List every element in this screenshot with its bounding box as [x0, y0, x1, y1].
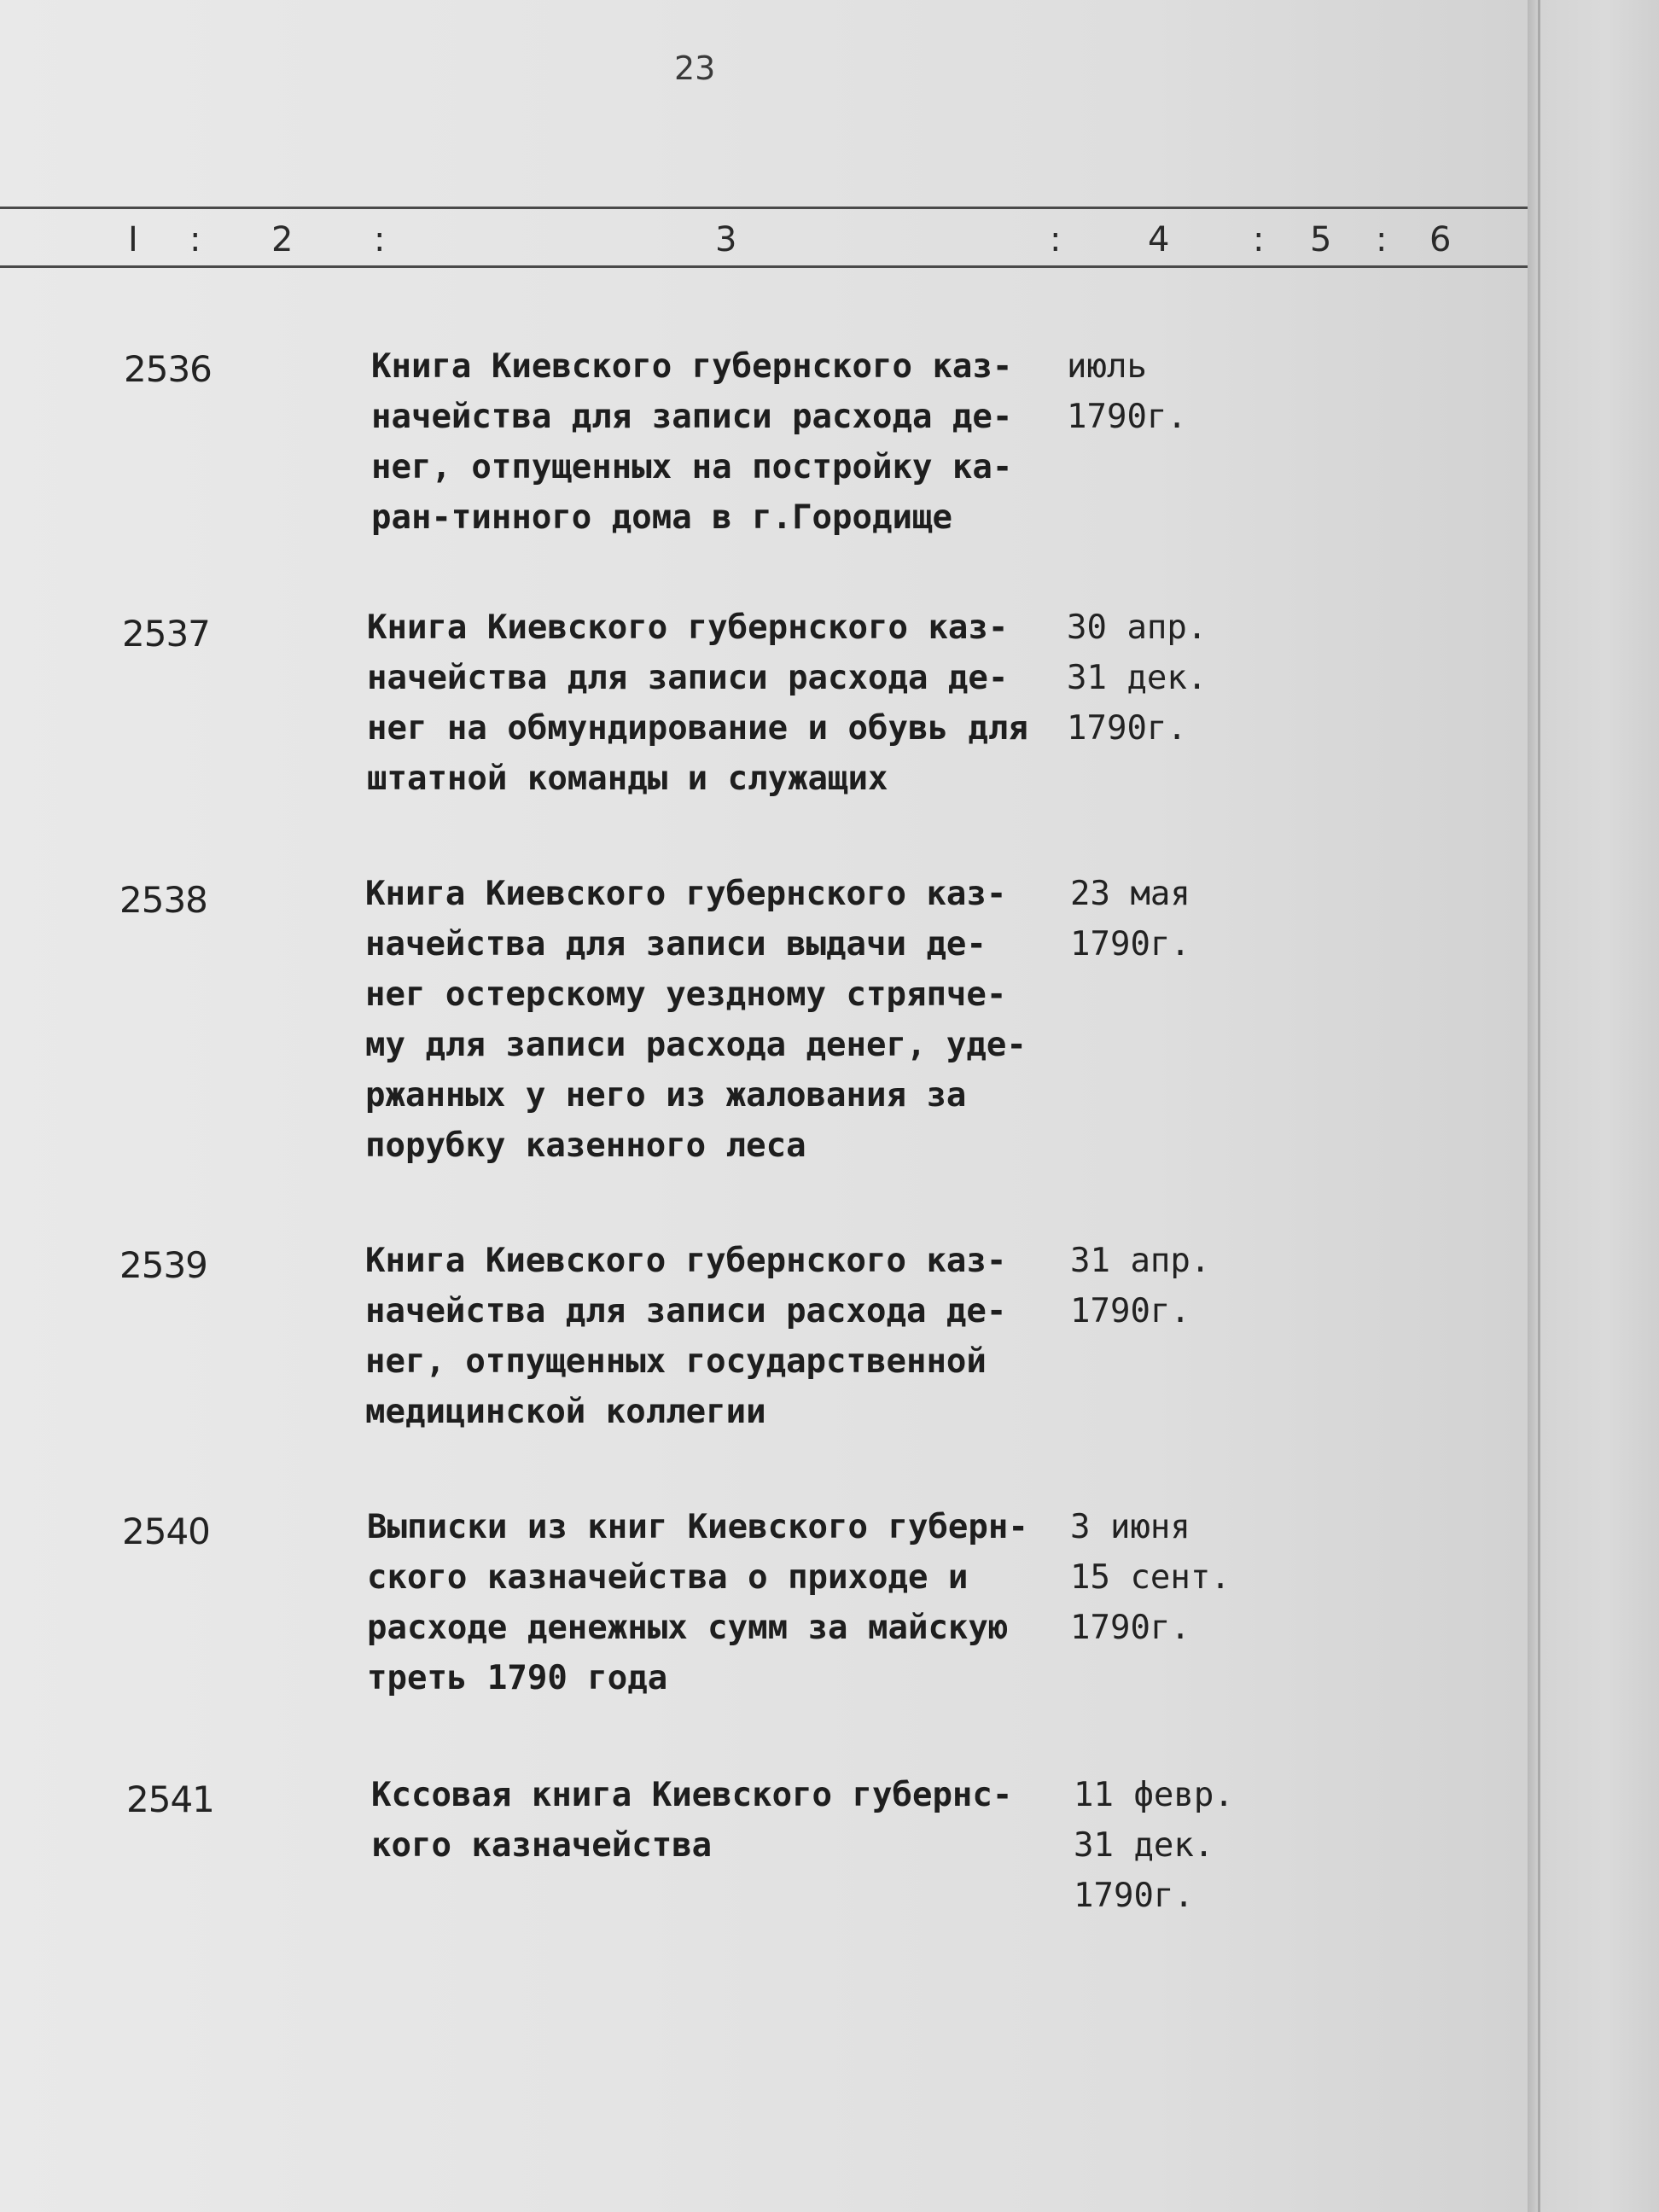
column-header-5: 5: [1310, 220, 1332, 259]
entry-description: Книга Киевского губернского каз- начейства для записи расхода де- нег, отпущенных на постройку ка- ран-тинного дома в г.Городище: [371, 347, 1013, 537]
column-header-3: 3: [715, 220, 737, 259]
entry-dates: 31 апр. 1790г.: [1070, 1242, 1211, 1330]
entry-number: 2536: [124, 348, 212, 390]
entry-number: 2541: [126, 1778, 214, 1820]
column-separator: :: [374, 220, 386, 259]
entry-description: Книга Киевского губернского каз- начейства для записи расхода де- нег на обмундирование и обувь для штатной команды и служащих: [367, 608, 1028, 798]
column-separator: :: [189, 220, 201, 259]
entry-description: Выписки из книг Киевского губерн- ского казначейства о приходе и расходе денежных сумм за майскую треть 1790 года: [367, 1508, 1028, 1697]
column-header-1: I: [128, 220, 138, 259]
entry-number: 2538: [119, 879, 207, 921]
page-number: 23: [674, 49, 716, 87]
entry-dates: 11 февр. 31 дек. 1790г.: [1074, 1776, 1234, 1915]
entry-description: Книга Киевского губернского каз- начейства для записи выдачи де- нег остерскому уездному стряпче- му для записи расхода денег, уде- ржанных у него из жалования за порубку казенного леса: [365, 875, 1027, 1165]
entry-dates: июль 1790г.: [1067, 347, 1187, 436]
entry-number: 2539: [119, 1244, 207, 1286]
entry-dates: 23 мая 1790г.: [1070, 875, 1190, 963]
column-separator: :: [1050, 220, 1062, 259]
entry-description: Кссовая книга Киевского губернс- кого казначейства: [371, 1776, 1013, 1865]
entry-number: 2540: [122, 1511, 210, 1552]
header-bottom-rule: [0, 265, 1529, 268]
column-separator: :: [1253, 220, 1265, 259]
column-header-4: 4: [1148, 220, 1170, 259]
entry-dates: 3 июня 15 сент. 1790г.: [1070, 1508, 1231, 1647]
column-header-6: 6: [1429, 220, 1452, 259]
column-separator: :: [1376, 220, 1388, 259]
adjacent-page-edge: [1528, 0, 1659, 2212]
header-top-rule: [0, 207, 1536, 209]
column-header-2: 2: [271, 220, 294, 259]
entry-dates: 30 апр. 31 дек. 1790г.: [1067, 608, 1208, 748]
entry-description: Книга Киевского губернского каз- начейства для записи расхода де- нег, отпущенных государственной медицинской коллегии: [365, 1242, 1007, 1431]
entry-number: 2537: [122, 613, 210, 655]
